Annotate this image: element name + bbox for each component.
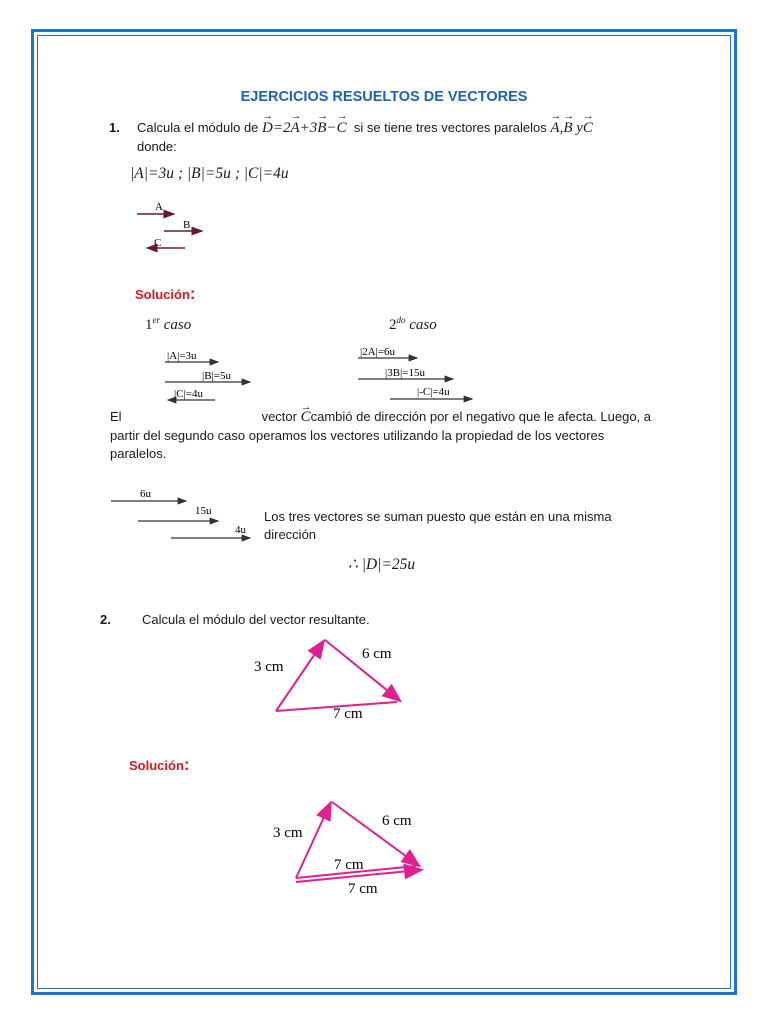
tri-label-7cm: 7 cm [333,706,363,722]
explanation-line-2: partir del segundo caso operamos los vectores utilizando la propiedad de los vectores [110,428,605,443]
tri-label-6cm: 6 cm [362,646,392,662]
case2-label-3b: |3B|=15u [385,367,425,379]
case-2-heading [389,315,437,334]
exercise-1-prompt [137,120,593,137]
sol-label-6cm: 6 cm [382,813,412,829]
list-comma: , [559,120,564,136]
explanation-vector-word: vector [261,409,297,424]
triangle-diagram [245,630,415,730]
prompt-text-b: si se tiene tres vectores paralelos [353,120,547,135]
solution-2-text: Solución [129,758,184,773]
vector-b: → B [317,120,326,137]
vectors-abc-diagram [130,196,220,256]
sum-text-line-1: Los tres vectores se suman puesto que están en una misma [264,509,612,524]
explanation-rest: cambió de dirección por el negativo que le afecta. Luego, a [310,409,652,424]
case-2-diagram [355,338,475,404]
formula-minus: − [326,120,337,136]
case-2-sup: do [396,315,406,325]
sum-label-4u: 4u [235,524,246,536]
page-title: EJERCICIOS RESUELTOS DE VECTORES [240,89,528,105]
solution-1-colon: : [189,284,196,303]
case-1-sup: er [152,315,160,325]
case-1-diagram [160,342,260,404]
vector-a-2: → A [550,120,559,137]
case1-label-b: |B|=5u [202,370,231,382]
exercise-1-number: 1. [109,120,120,135]
sol-label-3cm: 3 cm [273,825,303,841]
triangle-solution-diagram [270,795,430,900]
explanation-el: El [110,409,122,424]
sol-vector-3cm [296,804,330,878]
sum-diagram [108,482,258,544]
explanation-vector-c: → C [301,408,311,427]
explanation-line-3: paralelos. [110,446,167,461]
solution-heading-2 [129,755,190,775]
modulus-c: |C|=4u [243,165,289,182]
modulus-b: |B|=5u ; [186,165,240,182]
diagram-label-a: A [155,201,163,213]
solution-2-colon: : [183,755,190,774]
case1-label-c: |C|=4u [174,388,203,400]
tri-label-3cm: 3 cm [254,659,284,675]
case-1-num: 1 [145,317,153,333]
prompt-text-a: Calcula el módulo de [137,120,259,135]
sol-vector-6cm [332,802,418,865]
formula-d [262,120,347,136]
sol-label-7cm-resultant: 7 cm [348,881,378,897]
diagram-label-c: C [154,237,162,249]
case-2-word: caso [409,317,437,333]
solution-1-text: Solución [135,287,190,302]
moduli-given [130,165,289,183]
vector-c: → C [337,120,347,137]
sol-label-7cm-inner: 7 cm [334,857,364,873]
case-2-num: 2 [389,317,397,333]
case-1-heading [145,315,191,334]
vector-list [550,120,593,136]
case-1-word: caso [163,317,192,333]
case2-label-neg-c: |-C|=4u [417,386,450,398]
explanation-line-1 [110,408,651,427]
case2-label-2a: |2A|=6u [360,346,396,358]
sum-text-line-2: dirección [264,527,317,542]
modulus-a: |A|=3u ; [130,165,183,182]
exercise-2-number: 2. [100,612,111,627]
list-y: y [576,120,583,136]
sum-label-6u: 6u [140,488,151,500]
vector-d: → D [262,120,273,137]
formula-eq: =2 [272,120,291,136]
result-formula: ∴ |D|=25u [348,556,416,573]
formula-plus3: +3 [299,120,318,136]
donde-label: donde: [137,139,177,154]
case1-label-a: |A|=3u [167,350,197,362]
vector-b-2: → B [563,120,572,137]
vector-c-2: → C [583,120,593,137]
sum-label-15u: 15u [195,505,212,517]
vector-a: → A [291,120,300,137]
exercise-2-prompt: Calcula el módulo del vector resultante. [142,612,370,627]
solution-heading-1 [135,284,196,304]
vector-3cm [276,642,323,711]
diagram-label-b: B [183,219,191,231]
